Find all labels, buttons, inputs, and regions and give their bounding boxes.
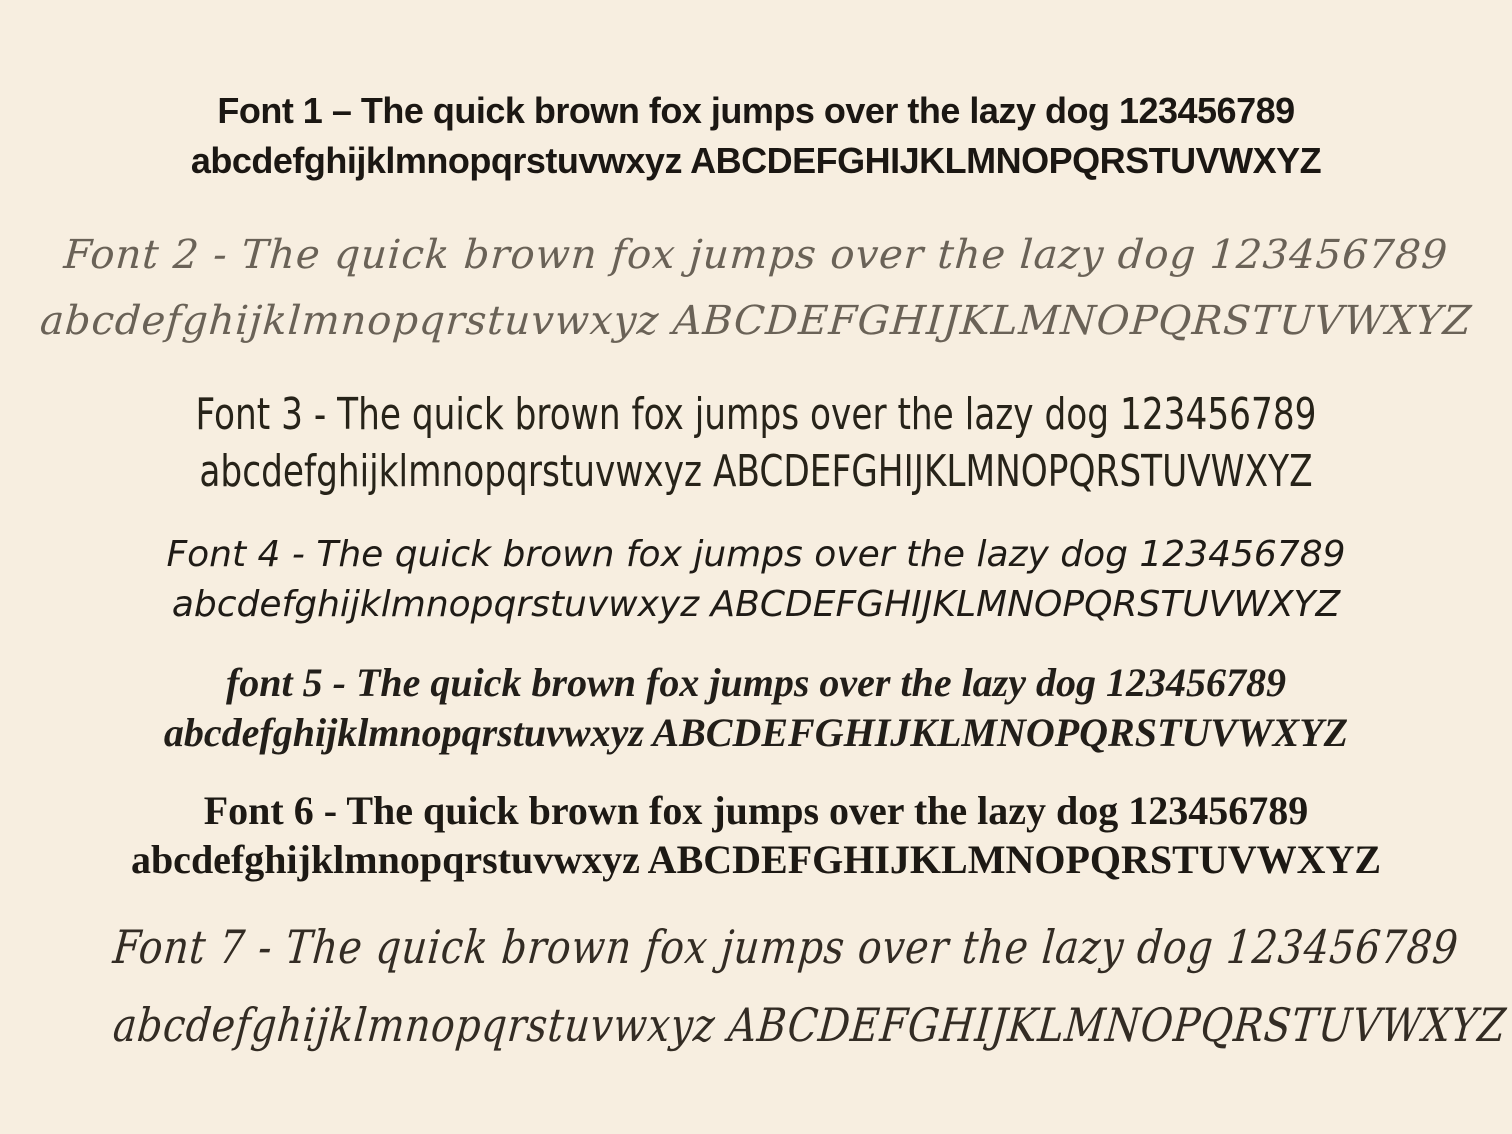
font-sample-7 [0,908,1512,1064]
font-2-pangram-line: Font 2 - The quick brown fox jumps over the lazy dog 123456789 [62,232,1450,278]
font-5-alphabet-line: abcdefghijklmnopqrstuvwxyz ABCDEFGHIJKLMNOPQRSTUVWXYZ [163,710,1349,755]
font-3-alphabet-line: abcdefghijklmnopqrstuvwxyz ABCDEFGHIJKLMNOPQRSTUVWXYZ [199,446,1313,497]
font-6-pangram-line: Font 6 - The quick brown fox jumps over the lazy dog 123456789 [203,788,1309,833]
font-sample-3 [0,386,1512,500]
font-1-alphabet-line: abcdefghijklmnopqrstuvwxyz ABCDEFGHIJKLMNOPQRSTUVWXYZ [190,140,1322,181]
font-7-alphabet-line: abcdefghijklmnopqrstuvwxyz ABCDEFGHIJKLMNOPQRSTUVWXYZ [110,998,1509,1052]
font-sample-2 [0,222,1512,354]
font-sample-1 [0,86,1512,186]
font-sample-4 [0,530,1512,630]
font-1-pangram-line: Font 1 – The quick brown fox jumps over the lazy dog 123456789 [217,90,1295,131]
font-3-pangram-line: Font 3 - The quick brown fox jumps over the lazy dog 123456789 [195,389,1317,440]
font-4-pangram-line: Font 4 - The quick brown fox jumps over the lazy dog 123456789 [166,534,1346,575]
font-7-pangram-line: Font 7 - The quick brown fox jumps over the lazy dog 123456789 [110,920,1461,974]
font-2-alphabet-line: abcdefghijklmnopqrstuvwxyz ABCDEFGHIJKLMNOPQRSTUVWXYZ [38,298,1474,344]
font-sample-5 [0,658,1512,758]
font-6-alphabet-line: abcdefghijklmnopqrstuvwxyz ABCDEFGHIJKLMNOPQRSTUVWXYZ [130,837,1382,882]
font-4-alphabet-line: abcdefghijklmnopqrstuvwxyz ABCDEFGHIJKLMNOPQRSTUVWXYZ [171,584,1341,625]
font-5-pangram-line: font 5 - The quick brown fox jumps over the lazy dog 123456789 [225,660,1287,705]
font-sample-6 [0,786,1512,884]
